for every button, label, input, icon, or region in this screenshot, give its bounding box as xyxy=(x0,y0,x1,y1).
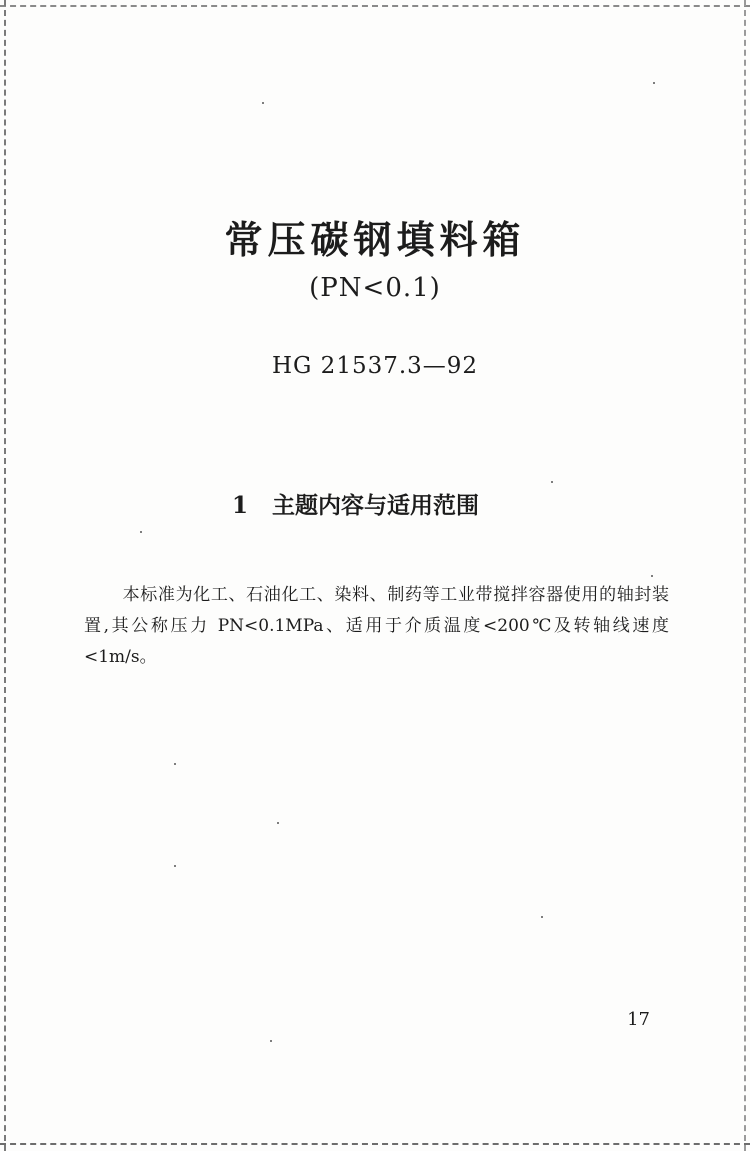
scan-speck xyxy=(174,865,176,867)
page-top-edge xyxy=(0,5,750,7)
section-heading-text: 主题内容与适用范围 xyxy=(272,492,479,519)
scan-speck xyxy=(140,531,142,533)
section-heading xyxy=(232,488,632,524)
scan-speck xyxy=(653,82,655,84)
section-paragraph xyxy=(84,580,669,673)
scan-speck xyxy=(551,481,553,483)
scan-speck xyxy=(651,575,653,577)
standard-code: HG 21537.3—92 xyxy=(271,353,479,379)
page-right-edge xyxy=(744,0,746,1151)
section-number: 1 xyxy=(232,492,249,519)
document-title: 常压碳钢填料箱 xyxy=(224,217,526,262)
section-paragraph-text: 本标准为化工、石油化工、染料、制药等工业带搅拌容器使用的轴封装置,其公称压力 PN<0.1MPa、适用于介质温度<200℃及转轴线速度<1m/s。 xyxy=(84,585,669,667)
scan-speck xyxy=(270,1040,272,1042)
scan-speck xyxy=(541,916,543,918)
page-left-edge xyxy=(4,0,6,1151)
scan-speck xyxy=(277,822,279,824)
scan-speck xyxy=(174,763,176,765)
page-bottom-edge xyxy=(0,1143,750,1145)
scan-speck xyxy=(262,102,264,104)
page-number: 17 xyxy=(627,1009,650,1030)
document-subtitle: (PN<0.1) xyxy=(309,273,441,303)
